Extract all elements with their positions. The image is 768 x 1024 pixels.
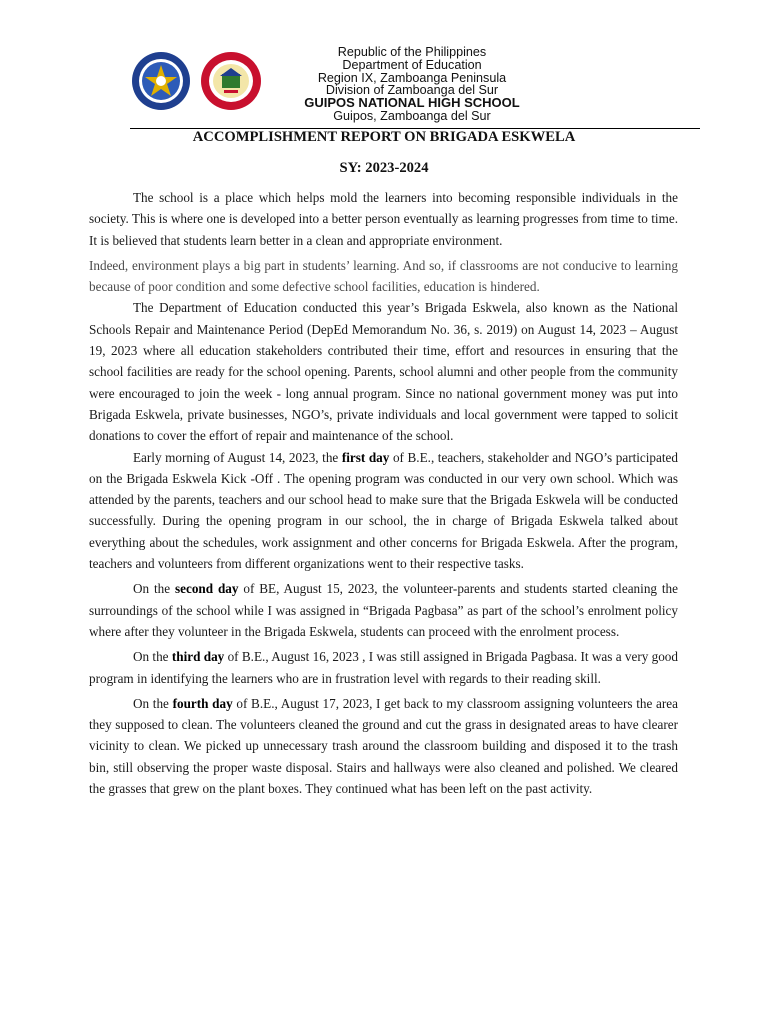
- paragraph-second-day: [89, 578, 678, 642]
- paragraph-intro: The school is a place which helps mold the learners into becoming responsible individuals in the society. This is where one is developed into a better person eventually as learning progresses from time to time. It is believed that students learn better in a clean and appropriate environment.: [89, 190, 678, 248]
- first-day-label: first day: [341, 449, 390, 465]
- paragraph-third-day: [89, 646, 678, 689]
- department-line: Department of Education: [342, 57, 482, 72]
- letterhead-text: [270, 46, 554, 123]
- division-line: Division of Zamboanga del Sur: [325, 83, 499, 98]
- school-seal-icon: [200, 50, 262, 112]
- p6-rest: of B.E., August 16, 2023 , I was still assigned in Brigada Pagbasa. It was a very good program in identifying the learners who are in frustration level with regards to their reading skill.: [89, 649, 678, 686]
- address-line: Guipos, Zamboanga del Sur: [333, 108, 491, 123]
- p7-rest: of B.E., August 17, 2023, I get back to my classroom assigning volunteers the area they supposed to clean. The volunteers cleaned the ground and cut the grass in designated areas to have clearer vicinity to clean. We picked up unnecessary trash around the classroom building and disposed it to the trash bin, still observing the proper waste disposal. Stairs and hallways were also cleaned and polished. We cleared the grasses that grew on the plant boxes. They continued what has been left on the past activity.: [89, 695, 678, 797]
- p5-lead: On the: [133, 581, 175, 597]
- paragraph-deped: The Department of Education conducted this year’s Brigada Eskwela, also known as the National Schools Repair and Maintenance Period (DepEd Memorandum No. 36, s. 2019) on August 14, 2023 – August 19, 2023 where all education stakeholders contributed their time, effort and resources in ensuring that the school facilities are ready for the school opening. Parents, school alumni and other people from the community were encouraged to join the week - long annual program. Since no national government money was put into Brigada Eskwela, private businesses, NGO’s, private individuals and local government were tapped to solicit donations to cover the effort of repair and maintenance of the school.: [89, 300, 678, 444]
- paragraph-fourth-day: [89, 693, 678, 799]
- third-day-label: third day: [171, 649, 225, 665]
- paragraph-first-day: [89, 447, 678, 575]
- p7-lead: On the: [133, 695, 173, 711]
- p6-lead: On the: [133, 649, 172, 665]
- school-name: GUIPOS NATIONAL HIGH SCHOOL: [304, 95, 520, 111]
- paragraph-environment: Indeed, environment plays a big part in students’ learning. And so, if classrooms are not conducive to learning because of poor condition and some defective school facilities, education is hindered.: [89, 257, 678, 295]
- school-year: SY: 2023-2024: [339, 160, 429, 176]
- report-title: ACCOMPLISHMENT REPORT ON BRIGADA ESKWELA: [192, 129, 576, 145]
- region-line: Region IX, Zamboanga Peninsula: [317, 70, 507, 85]
- p4-rest: of B.E., teachers, stakeholder and NGO’s participated on the Brigada Eskwela Kick -Off . The opening program was conducted in our very own school. Which was attended by the parents, teachers and our school head to make sure that the Brigada Eskwela will be conducted successfully. During the opening program in our school, the in charge of Brigada Eskwela talked about everything about the schedules, work assignment and other concerns for Brigada Eskwela. After the program, teachers and volunteers from different organizations went to their respective tasks.: [89, 449, 678, 572]
- p4-lead: Early morning of August 14, 2023, the: [133, 449, 342, 465]
- deped-seal-icon: [130, 50, 192, 112]
- letterhead: [130, 46, 700, 130]
- p5-rest: of BE, August 15, 2023, the volunteer-parents and students started cleaning the surroundings of the school while I was assigned in “Brigada Pagbasa” as part of the school’s enrolment policy where after they volunteer in the Brigada Eskwela, students can proceed with the enrolment process.: [89, 581, 678, 639]
- second-day-label: second day: [174, 581, 239, 597]
- country-line: Republic of the Philippines: [337, 45, 487, 59]
- report-body: [89, 187, 678, 799]
- fourth-day-label: fourth day: [172, 695, 233, 711]
